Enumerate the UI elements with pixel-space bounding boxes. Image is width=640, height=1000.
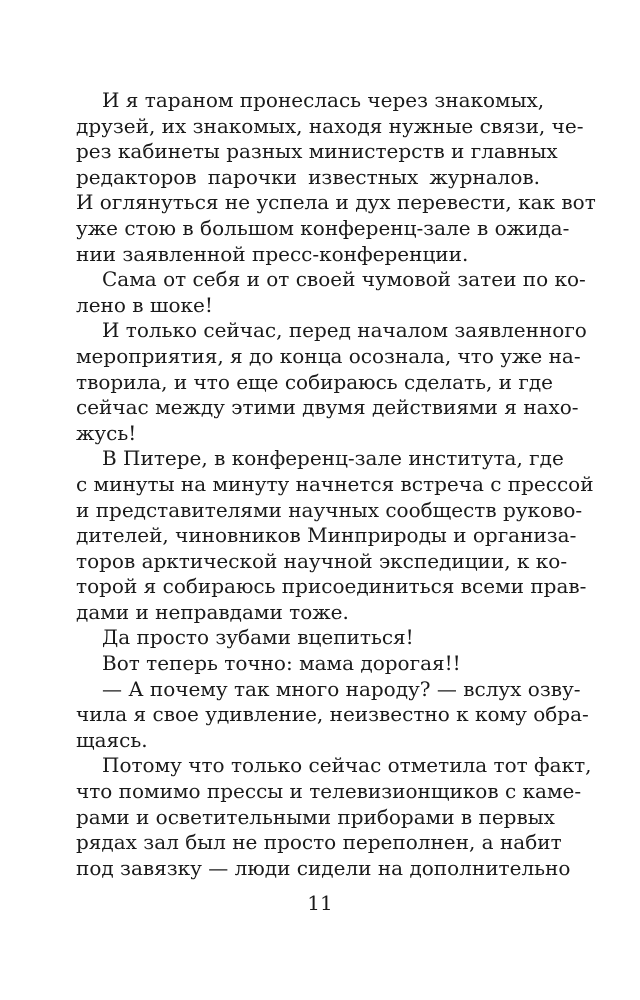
text-line: что помимо прессы и телевизионщиков с каме- <box>76 779 582 804</box>
text-line: друзей, их знакомых, находя нужные связи, че- <box>76 113 584 138</box>
text-line: И только сейчас, перед началом заявленного <box>102 318 587 343</box>
text-line: нии заявленной пресс-конференции. <box>76 241 469 266</box>
text-line: Да просто зубами вцепиться! <box>102 625 414 650</box>
text-line: дами и неправдами тоже. <box>76 599 349 624</box>
text-line: рез кабинеты разных министерств и главных <box>76 139 558 164</box>
page-text <box>76 88 596 881</box>
text-line: под завязку — люди сидели на дополнительно <box>76 855 571 880</box>
page-number: 11 <box>307 891 333 915</box>
text-line: лено в шоке! <box>76 292 213 317</box>
text-line: щаясь. <box>76 727 148 752</box>
text-line: мероприятия, я до конца осознала, что уже на- <box>76 343 581 368</box>
text-line: Сама от себя и от своей чумовой затеи по ко- <box>102 267 586 292</box>
text-line: и представителями научных сообществ руково- <box>76 497 583 522</box>
text-line: торов арктической научной экспедиции, к ко- <box>76 548 568 573</box>
text-line: чила я свое удивление, неизвестно к кому обра- <box>76 702 589 727</box>
text-line: дителей, чиновников Минприроды и организа- <box>76 523 577 548</box>
text-line: рядах зал был не просто переполнен, а набит <box>76 830 562 855</box>
text-line: торой я собираюсь присоединиться всеми прав- <box>76 574 587 599</box>
text-line: В Питере, в конференц-зале института, где <box>102 446 564 471</box>
text-line: жусь! <box>76 420 137 445</box>
text-line: сейчас между этими двумя действиями я нахо- <box>76 395 579 420</box>
text-line: — А почему так много народу? — вслух озву- <box>102 676 581 701</box>
text-line: Вот теперь точно: мама дорогая!! <box>102 651 461 676</box>
text-line: И я тараном пронеслась через знакомых, <box>102 88 545 112</box>
text-line: уже стою в большом конференц-зале в ожида- <box>76 215 570 240</box>
text-line: рами и осветительными приборами в первых <box>76 804 555 829</box>
text-line: редакторов парочки известных журналов. <box>76 164 540 189</box>
text-line: И оглянуться не успела и дух перевести, как вот <box>76 190 596 215</box>
text-line: творила, и что еще собираюсь сделать, и где <box>76 369 554 394</box>
text-line: с минуты на минуту начнется встреча с прессой <box>76 471 594 496</box>
text-line: Потому что только сейчас отметила тот факт, <box>102 753 592 778</box>
